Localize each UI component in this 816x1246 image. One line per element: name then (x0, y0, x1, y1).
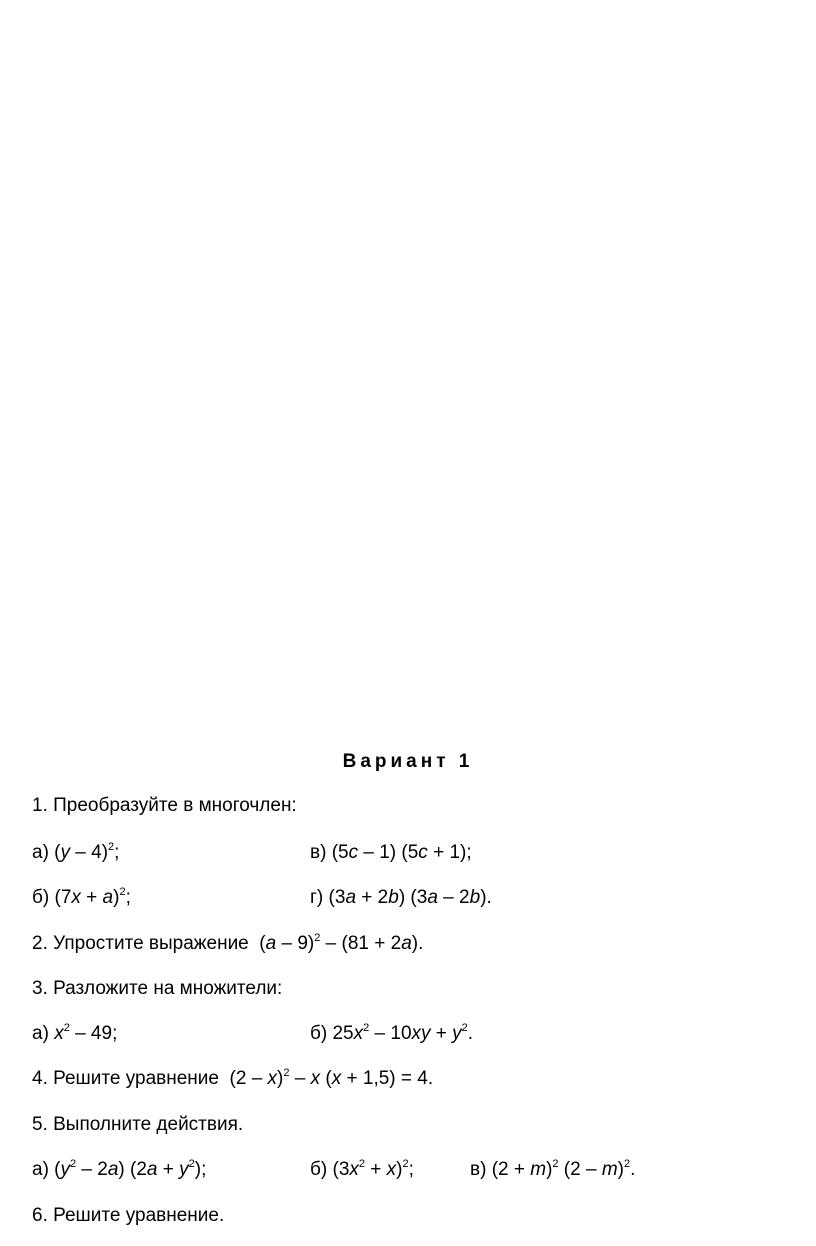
task-5c: в) $(2 + m)^2$ (2 – m)$^2$. (470, 1158, 636, 1180)
task-3a: а) $x^2 - 49$; (32, 1022, 118, 1044)
task-2: 2. Упростите выражение (a – 9)$^2$ – (81 + 2a). (32, 932, 424, 954)
task-1b: б) $(7x + a)^2$; (32, 886, 131, 908)
task-5a: а) $(y^2 - 2a) (2a + y^2)$; (32, 1158, 207, 1180)
task-4: 4. Решите уравнение (2 – x)$^2$ – x (x + 1,5) = 4. (32, 1067, 434, 1089)
task-3b: б) $25x^2 - 10xy + y^2$. (310, 1022, 474, 1044)
task-1c: в) (5c – 1) (5c + 1); (310, 842, 472, 863)
task-1a: а) (y – 4)$^2$; (32, 841, 120, 863)
task-1-heading: 1. Преобразуйте в многочлен: (32, 795, 297, 816)
task-5-heading: 5. Выполните действия. (32, 1114, 244, 1135)
task-3-heading: 3. Разложите на множители: (32, 978, 283, 999)
task-5b: б) $(3x^2 + x)^2$; (310, 1158, 414, 1180)
task-1d: г) (3a + 2b) (3a – 2b). (310, 887, 492, 908)
variant-title: Вариант 1 (342, 751, 474, 772)
task-6-heading: 6. Решите уравнение. (32, 1205, 225, 1226)
